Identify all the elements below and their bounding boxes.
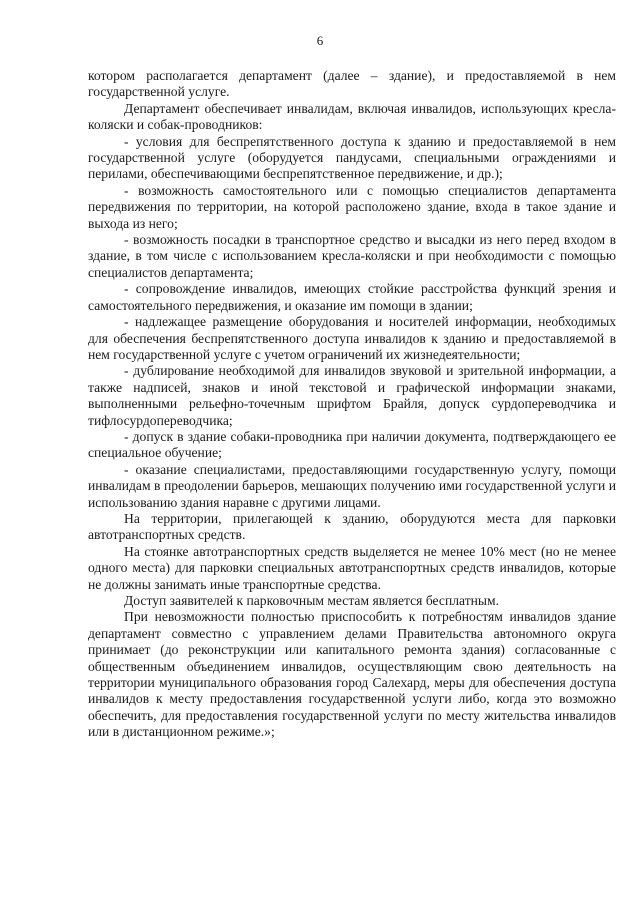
paragraph: - сопровождение инвалидов, имеющих стойкие расстройства функций зрения и самостоятельного передвижения, и оказание им помощи в здании;	[88, 281, 616, 313]
paragraph: - возможность самостоятельного или с помощью специалистов департамента передвижения по территории, на которой расположено здание, входа в такое здание и выхода из него;	[88, 182, 616, 231]
paragraph: - надлежащее размещение оборудования и носителей информации, необходимых для обеспечения беспрепятственного доступа инвалидов к зданию и предоставляемой в нем государственной услуге с учетом ограничений их жизнедеятельности;	[88, 314, 616, 362]
paragraph: Доступ заявителей к парковочным местам является бесплатным.	[124, 593, 500, 608]
paragraph: - допуск в здание собаки-проводника при наличии документа, подтверждающего ее специальное обучение;	[88, 428, 616, 461]
page-number: 6	[316, 33, 324, 48]
paragraph: - возможность посадки в транспортное средство и высадки из него перед входом в здание, в том числе с использованием кресла-коляски и при необходимости с помощью специалистов департамента;	[88, 232, 616, 280]
paragraph: - оказание специалистами, предоставляющими государственную услугу, помощи инвалидам в преодолении барьеров, мешающих получению ими государственной услуги и использованию здания наравне с другими лицами.	[88, 461, 616, 510]
paragraph: Департамент обеспечивает инвалидам, включая инвалидов, использующих кресла-коляски и собак-проводников:	[88, 100, 616, 133]
paragraph: - дублирование необходимой для инвалидов звуковой и зрительной информации, а также надписей, знаков и иной текстовой и графической информации знаками, выполненными рельефно-точечным шрифтом Брайля, допуск сурдопереводчика и тифлосурдопереводчика;	[88, 363, 616, 428]
paragraph: На территории, прилегающей к зданию, оборудуются места для парковки автотранспортных средств.	[88, 510, 616, 543]
paragraph: - условия для беспрепятственного доступа к зданию и предоставляемой в нем государственной услуге (оборудуется пандусами, специальными ограждениями и перилами, обеспечивающими беспрепятственное передвижение, и др.);	[88, 133, 616, 182]
paragraph: При невозможности полностью приспособить к потребностям инвалидов здание департамент совместно с управлением делами Правительства автономного округа принимает (до реконструкции или капитального ремонта здания) согласованные с общественным объединением инвалидов, осуществляющим свою деятельность на территории муниципального образования город Салехард, меры для обеспечения доступа инвалидов к месту предоставления государственной услуги либо, когда это возможно обеспечить, для предоставления государственной услуги по месту жительства инвалидов или в дистанционном режиме.»;	[88, 609, 616, 740]
paragraph: котором располагается департамент (далее – здание), и предоставляемой в нем государственной услуге.	[88, 68, 616, 100]
document-body	[88, 68, 616, 741]
paragraph: На стоянке автотранспортных средств выделяется не менее 10% мест (но не менее одного места) для парковки специальных автотранспортных средств инвалидов, которые не должны занимать иные транспортные средства.	[88, 543, 616, 592]
